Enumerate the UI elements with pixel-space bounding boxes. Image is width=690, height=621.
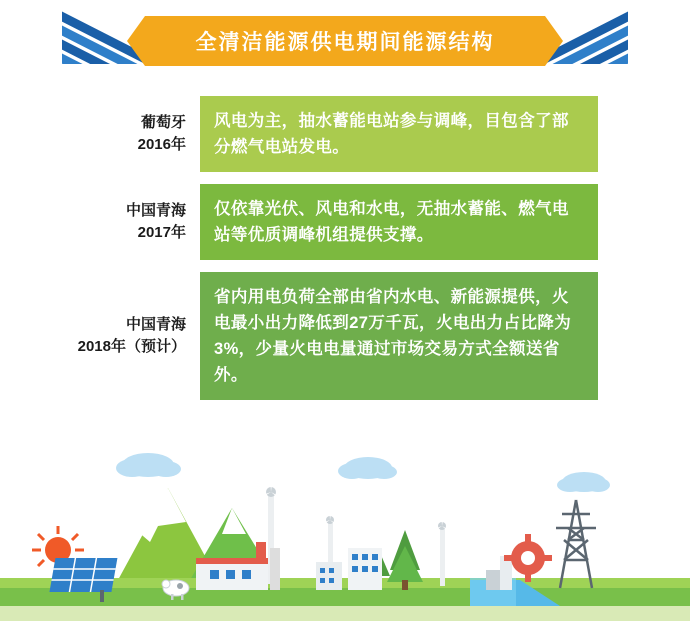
energy-structure-rows: [0, 96, 690, 412]
row-label-portugal: [0, 112, 200, 156]
ground-band: [0, 606, 690, 621]
table-row: [0, 272, 690, 400]
row-text: 仅依靠光伏、风电和水电，无抽水蓄能、燃气电站等优质调峰机组提供支撑。: [214, 200, 569, 244]
table-row: [0, 96, 690, 172]
row-label-qinghai-2017: [0, 200, 200, 244]
building-icon: [316, 562, 342, 590]
title-plate: [145, 16, 545, 66]
row-label-line1: 中国青海: [125, 202, 186, 219]
row-text: 风电为主，抽水蓄能电站参与调峰，目包含了部分燃气电站发电。: [214, 112, 569, 156]
page-title: 全清洁能源供电期间能源结构: [195, 31, 495, 54]
row-label-line2: 2016年: [137, 136, 186, 153]
row-label-line1: 中国青海: [125, 316, 186, 333]
row-label-line2: 2018年（预计）: [77, 338, 186, 355]
clean-energy-landscape-illustration: [0, 430, 690, 621]
cloud-icon: [116, 453, 181, 477]
row-content-qinghai-2017: [200, 184, 598, 260]
row-label-line1: 葡萄牙: [140, 114, 186, 131]
transmission-tower-icon: [556, 500, 596, 588]
header-banner: [0, 0, 690, 90]
row-label-line2: 2017年: [137, 224, 186, 241]
wind-turbine-icon: [416, 494, 468, 586]
cloud-icon: [557, 472, 610, 492]
table-row: [0, 184, 690, 260]
row-text: 省内用电负荷全部由省内水电、新能源提供，火电最小出力降低到27万千瓦，火电出力占比降为3%，少量火电电量通过市场交易方式全额送省外。: [214, 288, 572, 384]
building-icon: [348, 548, 382, 590]
row-content-qinghai-2018: [200, 272, 598, 400]
row-content-portugal: [200, 96, 598, 172]
cloud-icon: [338, 457, 397, 479]
row-label-qinghai-2018: [0, 314, 200, 358]
